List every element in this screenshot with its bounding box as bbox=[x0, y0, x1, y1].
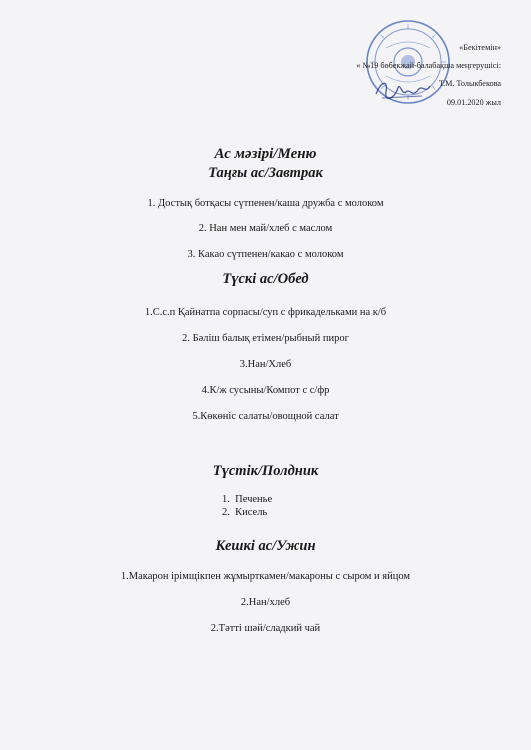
breakfast-item: 2. Нан мен май/хлеб с маслом bbox=[198, 223, 333, 234]
approval-line-position: « №19 бөбекжай-балабақша меңгерушісі: bbox=[356, 61, 501, 71]
snack-list bbox=[222, 493, 272, 519]
snack-header: Түстік/Полдник bbox=[212, 463, 319, 479]
dinner-item: 2.Нан/хлеб bbox=[240, 597, 291, 608]
approval-line-date: 09.01.2020 жыл bbox=[446, 97, 501, 107]
lunch-item: 2. Бәліш балық етімен/рыбный пирог bbox=[182, 333, 349, 344]
approval-block bbox=[356, 44, 501, 107]
snack-item: 2. Кисель bbox=[222, 507, 268, 519]
dinner-header: Кешкі ас/Ужин bbox=[215, 538, 316, 554]
lunch-item: 5.Көкөніс салаты/овощной салат bbox=[192, 411, 339, 422]
lunch-item: 1.С.с.п Қайнатпа сорпасы/суп с фрикадельками на к/б bbox=[144, 307, 387, 318]
snack-item: 1. Печенье bbox=[222, 494, 273, 505]
breakfast-header: Таңғы ас/Завтрак bbox=[208, 165, 323, 181]
lunch-item: 4.К/ж сусыны/Компот с с/фр bbox=[201, 385, 330, 396]
lunch-header: Түскі ас/Обед bbox=[222, 271, 309, 287]
dinner-item: 1.Макарон ірімщікпен жұмырткамен/макароны с сыром и яйцом bbox=[120, 571, 411, 582]
breakfast-item: 3. Какао сүтпенен/какао с молоком bbox=[187, 249, 344, 260]
approval-line-approved: «Бекітемін» bbox=[459, 43, 501, 52]
approval-line-name: Т.М. Толыкбекова bbox=[438, 79, 501, 89]
lunch-item: 3.Нан/Хлеб bbox=[239, 359, 292, 370]
breakfast-item: 1. Достық ботқасы сүтпенен/каша дружба с молоком bbox=[147, 198, 384, 209]
menu-title: Ас мәзірі/Меню bbox=[214, 146, 317, 162]
dinner-item: 2.Тәтті шәй/сладкий чай bbox=[210, 623, 321, 634]
